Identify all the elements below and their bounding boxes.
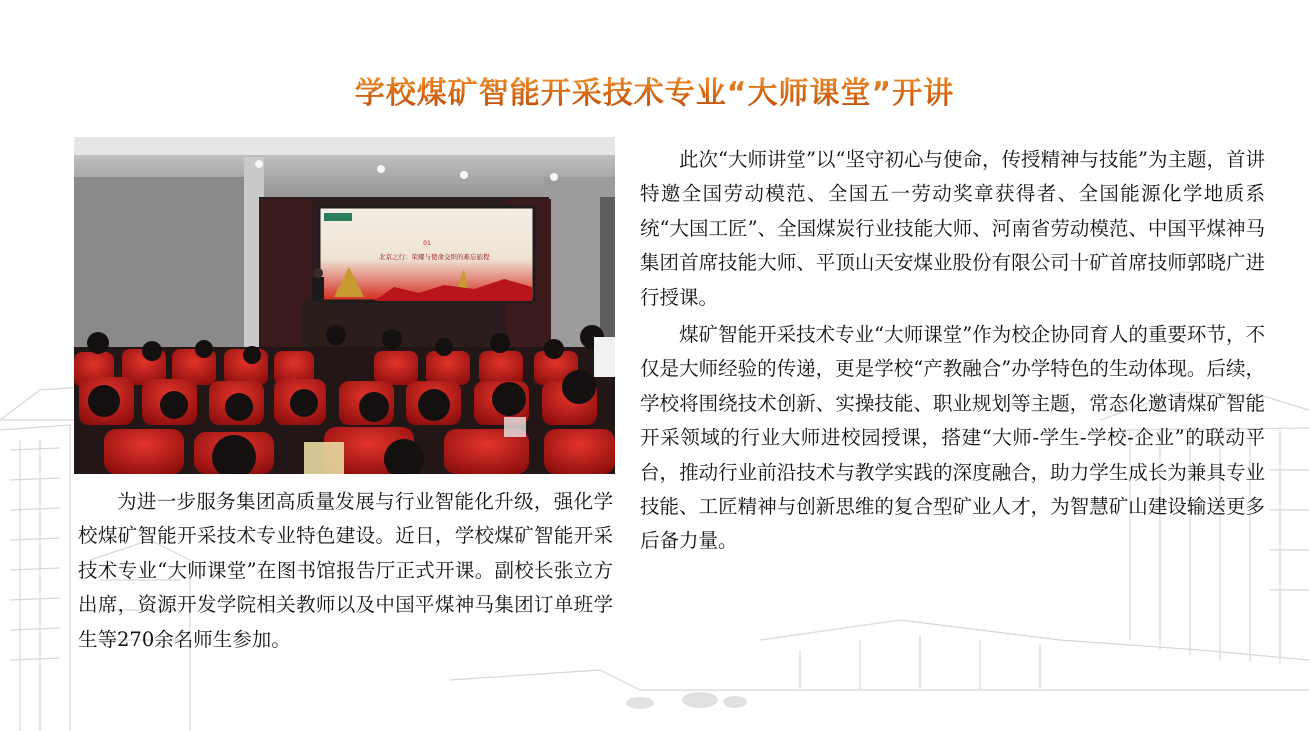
- left-paragraph: 为进一步服务集团高质量发展与行业智能化升级，强化学校煤矿智能开采技术专业特色建设。近日，学校煤矿智能开采技术专业“大师课堂”在图书馆报告厅正式开课。副校长张立方出席，资源开发学院相关教师以及中国平煤神马集团订单班学生等270余名师生参加。: [78, 490, 613, 651]
- page-title: 学校煤矿智能开采技术专业“大师课堂”开讲: [0, 68, 1309, 112]
- slide-number: 01: [423, 240, 431, 247]
- right-paragraph-2: 煤矿智能开采技术专业“大师课堂”作为校企协同育人的重要环节，不仅是大师经验的传递，更是学校“产教融合”办学特色的生动体现。后续，学校将围绕技术创新、实操技能、职业规划等主题，常态化邀请煤矿智能开采领域的行业大师进校园授课，搭建“大师-学生-学校-企业”的联动平台，推动行业前沿技术与教学实践的深度融合，助力学生成长为兼具专业技能、工匠精神与创新思维的复合型矿业人才，为智慧矿山建设输送更多后备力量。: [640, 323, 1265, 553]
- right-text-column: [640, 143, 1265, 559]
- slide-title: 北京之行：荣耀与使命交织的难忘旅程: [379, 253, 490, 261]
- lecture-hall-photo: [74, 137, 615, 474]
- right-paragraph-1: 此次“大师讲堂”以“坚守初心与使命，传授精神与技能”为主题，首讲特邀全国劳动模范、全国五一劳动奖章获得者、全国能源化学地质系统“大国工匠”、全国煤炭行业技能大师、河南省劳动模范、中国平煤神马集团首席技能大师、平顶山天安煤业股份有限公司十矿首席技师郭晓广进行授课。: [640, 148, 1265, 309]
